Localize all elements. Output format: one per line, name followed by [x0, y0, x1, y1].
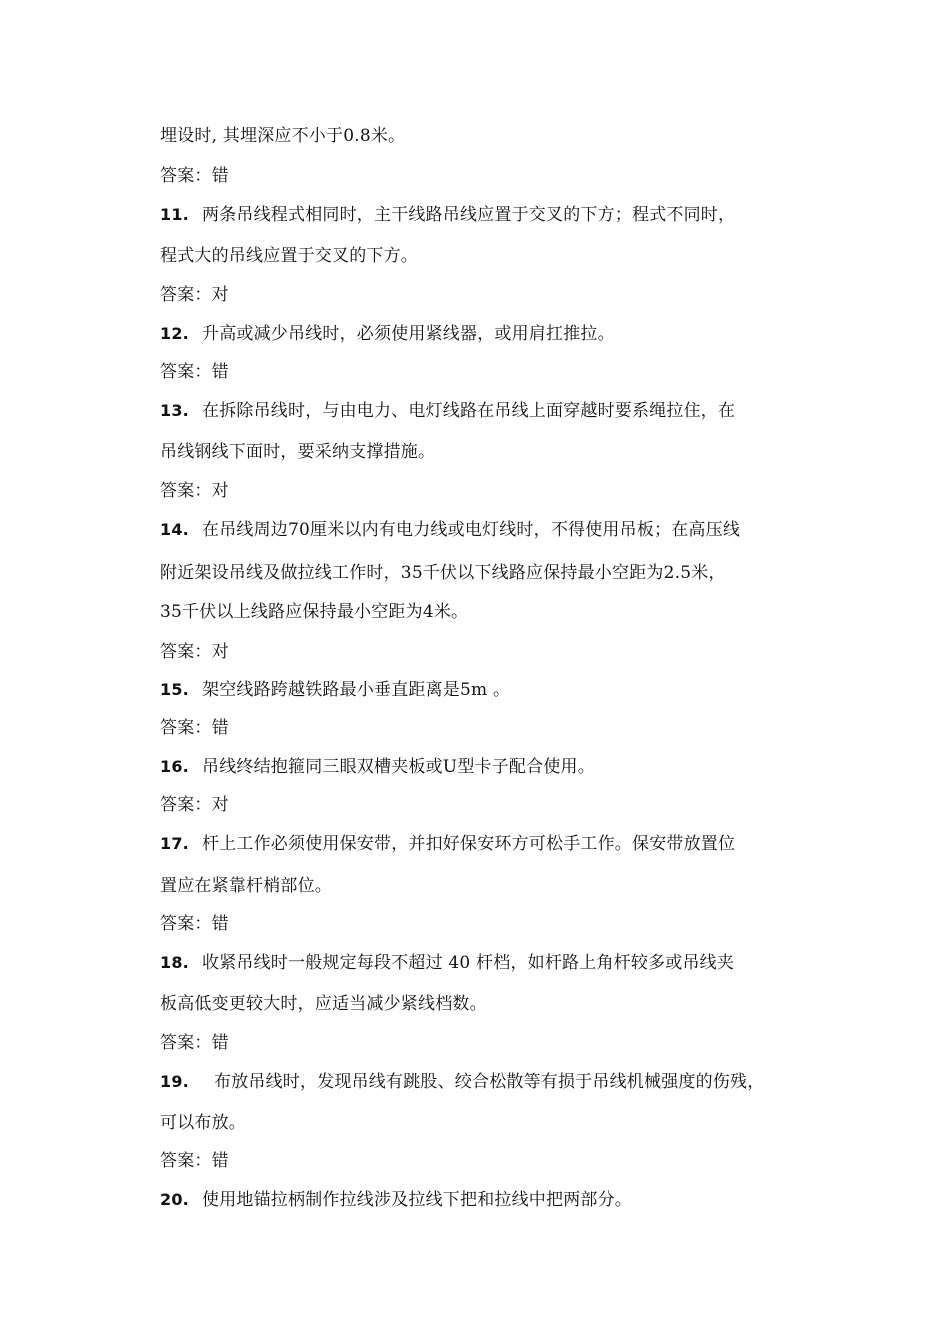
question-line — [160, 680, 510, 700]
continuation-line: 35千伏以上线路应保持最小空距为4米。 — [160, 602, 469, 622]
continuation-line: 板高低变更较大时，应适当减少紧线档数。 — [160, 994, 487, 1014]
question-line — [160, 401, 735, 421]
question-text: 布放吊线时，发现吊线有跳股、绞合松散等有损于吊线机械强度的伤残， — [214, 1072, 765, 1092]
question-text: 架空线路跨越铁路最小垂直距离是5m 。 — [202, 680, 511, 700]
question-number: 14. — [160, 520, 189, 539]
question-number: 19. — [160, 1072, 189, 1091]
answer-line: 答案：对 — [160, 795, 229, 815]
question-text: 在吊线周边70厘米以内有电力线或电灯线时，不得使用吊板；在高压线 — [202, 520, 741, 540]
question-text: 使用地锚拉柄制作拉线涉及拉线下把和拉线中把两部分。 — [202, 1190, 632, 1210]
continuation-line: 程式大的吊线应置于交叉的下方。 — [160, 246, 418, 266]
question-text: 升高或减少吊线时，必须使用紧线器，或用肩扛推拉。 — [202, 324, 615, 344]
continuation-line: 附近架设吊线及做拉线工作时，35千伏以下线路应保持最小空距为2.5米， — [160, 563, 726, 583]
question-line — [160, 1072, 764, 1092]
answer-line: 答案：错 — [160, 1033, 229, 1053]
question-text: 吊线终结抱箍同三眼双槽夹板或U型卡子配合使用。 — [202, 757, 595, 777]
continuation-line: 埋设时, 其埋深应不小于0.8米。 — [160, 126, 406, 146]
question-line — [160, 205, 735, 225]
answer-line: 答案：对 — [160, 642, 229, 662]
question-line — [160, 953, 734, 973]
question-line — [160, 757, 595, 777]
question-number: 20. — [160, 1190, 189, 1209]
answer-line: 答案：错 — [160, 914, 229, 934]
answer-line: 答案：错 — [160, 718, 229, 738]
continuation-line: 置应在紧靠杆梢部位。 — [160, 876, 332, 896]
question-text: 杆上工作必须使用保安带，并扣好保安环方可松手工作。保安带放置位 — [202, 834, 736, 854]
answer-line: 答案：对 — [160, 285, 229, 305]
question-number: 11. — [160, 205, 189, 224]
question-number: 17. — [160, 834, 189, 853]
question-line — [160, 520, 740, 540]
question-number: 15. — [160, 680, 189, 699]
question-number: 16. — [160, 757, 189, 776]
answer-line: 答案：错 — [160, 166, 229, 186]
question-line — [160, 834, 735, 854]
answer-line: 答案：对 — [160, 481, 229, 501]
question-number: 13. — [160, 401, 189, 420]
question-number: 18. — [160, 953, 189, 972]
question-line — [160, 1190, 632, 1210]
question-text: 在拆除吊线时，与由电力、电灯线路在吊线上面穿越时要系绳拉住，在 — [202, 401, 736, 421]
answer-line: 答案：错 — [160, 362, 229, 382]
question-text: 两条吊线程式相同时，主干线路吊线应置于交叉的下方；程式不同时， — [202, 205, 736, 225]
question-text: 收紧吊线时一般规定每段不超过 40 杆档，如杆路上角杆较多或吊线夹 — [202, 953, 735, 973]
question-number: 12. — [160, 324, 189, 343]
answer-line: 答案：错 — [160, 1151, 229, 1171]
question-line — [160, 324, 615, 344]
continuation-line: 吊线钢线下面时，要采纳支撑措施。 — [160, 442, 436, 462]
continuation-line: 可以布放。 — [160, 1113, 246, 1133]
